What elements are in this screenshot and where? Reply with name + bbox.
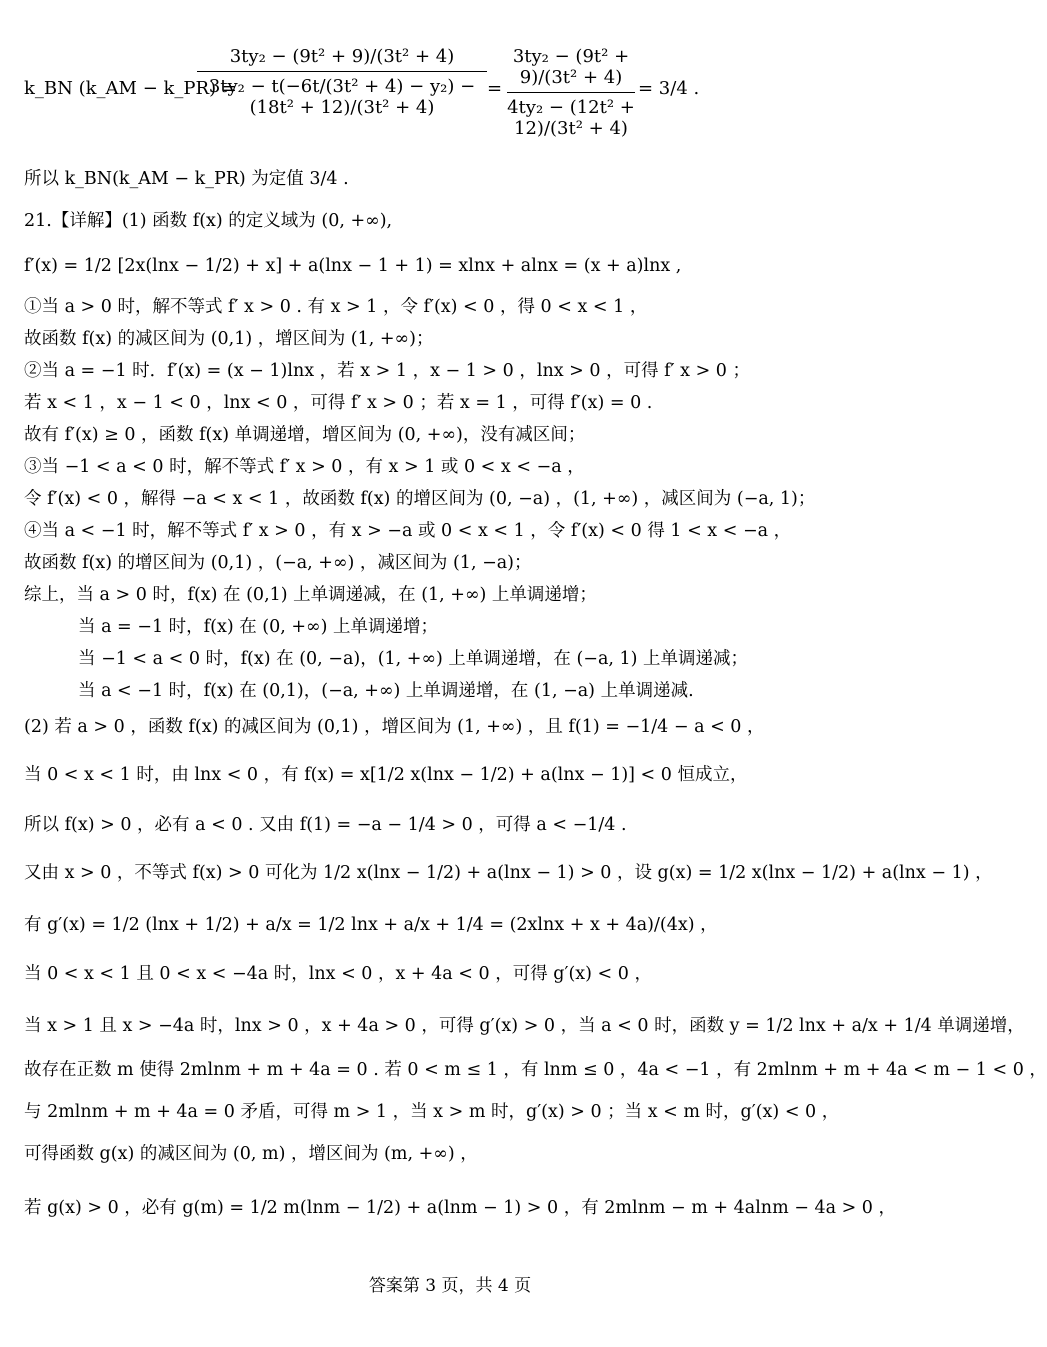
text-line: 与 2mlnm + m + 4a = 0 矛盾，可得 m > 1 ，当 x > m 时，g′(x) > 0 ；当 x < m 时，g′(x) < 0 ， (24, 1102, 840, 1122)
text-line: 所以 k_BN(k_AM − k_PR) 为定值 3/4 . (24, 169, 349, 189)
equals-sign: = (487, 78, 503, 99)
text-line: ①当 a > 0 时，解不等式 f′ x > 0 . 有 x > 1 ，令 f′(x) < 0 ，得 0 < x < 1 ， (24, 297, 648, 317)
main-fraction-denominator: 3ty₂ − t(−6t/(3t² + 4) − y₂) − (18t² + 12)/(3t² + 4) (208, 76, 476, 118)
text-line: 综上，当 a > 0 时，f(x) 在 (0,1) 上单调递减，在 (1, +∞) 上单调递增； (24, 585, 597, 605)
text-line: 故有 f′(x) ≥ 0 ，函数 f(x) 单调递增，增区间为 (0, +∞)，没有减区间； (24, 425, 586, 445)
equation-k-product (24, 40, 874, 150)
main-fraction-numerator: 3ty₂ − (9t² + 9)/(3t² + 4) (197, 46, 487, 72)
text-line: 当 x > 1 且 x > −4a 时，lnx > 0 ，x + 4a > 0 ，可得 g′(x) > 0 ，当 a < 0 时，函数 y = 1/2 lnx + a/x + 1/4 单调递增， (24, 1016, 1025, 1036)
text-line: 若 x < 1 ，x − 1 < 0 ，lnx < 0 ，可得 f′ x > 0 ；若 x = 1 ，可得 f′(x) = 0 . (24, 393, 653, 413)
text-line: 当 a < −1 时，f(x) 在 (0,1)，(−a, +∞) 上单调递增，在 (1, −a) 上单调递减. (78, 681, 694, 701)
text-line: ④当 a < −1 时，解不等式 f′ x > 0 ，有 x > −a 或 0 < x < 1 ，令 f′(x) < 0 得 1 < x < −a ， (24, 521, 792, 541)
text-line: 所以 f(x) > 0 ，必有 a < 0 . 又由 f(1) = −a − 1/4 > 0 ，可得 a < −1/4 . (24, 815, 627, 835)
second-fraction-numerator: 3ty₂ − (9t² + 9)/(3t² + 4) (507, 46, 635, 93)
text-line: ③当 −1 < a < 0 时，解不等式 f′ x > 0 ，有 x > 1 或 0 < x < −a ， (24, 457, 585, 477)
equation-lhs: k_BN (k_AM − k_PR) = (24, 78, 237, 99)
text-line: f′(x) = 1/2 [2x(lnx − 1/2) + x] + a(lnx − 1 + 1) = xlnx + alnx = (x + a)lnx , (24, 256, 682, 276)
text-line: 又由 x > 0 ，不等式 f(x) > 0 可化为 1/2 x(lnx − 1/2) + a(lnx − 1) > 0 ，设 g(x) = 1/2 x(lnx − 1/2) + a(lnx − 1) ， (24, 863, 993, 883)
equation-result: = 3/4 . (638, 78, 700, 99)
text-line: (2) 若 a > 0 ，函数 f(x) 的减区间为 (0,1) ，增区间为 (1, +∞) ，且 f(1) = −1/4 − a < 0 ， (24, 717, 765, 737)
text-line: 当 a = −1 时，f(x) 在 (0, +∞) 上单调递增； (78, 617, 438, 637)
page-footer: 答案第 3 页，共 4 页 (368, 1276, 532, 1296)
main-fraction (197, 46, 487, 118)
text-line: 当 0 < x < 1 时，由 lnx < 0 ，有 f(x) = x[1/2 x(lnx − 1/2) + a(lnx − 1)] < 0 恒成立， (24, 765, 748, 785)
text-line: 若 g(x) > 0 ，必有 g(m) = 1/2 m(lnm − 1/2) + a(lnm − 1) > 0 ，有 2mlnm − m + 4alnm − 4a > 0 ， (24, 1198, 897, 1218)
text-line: ②当 a = −1 时．f′(x) = (x − 1)lnx ，若 x > 1 ，x − 1 > 0 ，lnx > 0 ，可得 f′ x > 0 ； (24, 361, 751, 381)
text-line: 当 0 < x < 1 且 0 < x < −4a 时，lnx < 0 ，x + 4a < 0 ，可得 g′(x) < 0 ， (24, 964, 652, 984)
second-fraction-denominator: 4ty₂ − (12t² + 12)/(3t² + 4) (507, 97, 635, 139)
text-line: 有 g′(x) = 1/2 (lnx + 1/2) + a/x = 1/2 lnx + a/x + 1/4 = (2xlnx + x + 4a)/(4x) ， (24, 915, 718, 935)
text-line: 21.【详解】(1) 函数 f(x) 的定义域为 (0, +∞), (24, 211, 393, 231)
text-line: 故函数 f(x) 的减区间为 (0,1) ，增区间为 (1, +∞)； (24, 329, 434, 349)
text-line: 令 f′(x) < 0 ，解得 −a < x < 1 ，故函数 f(x) 的增区间为 (0, −a) ，(1, +∞) ，减区间为 (−a, 1)； (24, 489, 816, 509)
text-line: 故函数 f(x) 的增区间为 (0,1) ，(−a, +∞) ，减区间为 (1, −a)； (24, 553, 532, 573)
text-line: 当 −1 < a < 0 时，f(x) 在 (0, −a)，(1, +∞) 上单调递增，在 (−a, 1) 上单调递减； (78, 649, 749, 669)
text-line: 故存在正数 m 使得 2mlnm + m + 4a = 0 . 若 0 < m ≤ 1 ，有 lnm ≤ 0 ，4a < −1 ，有 2mlnm + m + 4a < m − 1 < 0 ， (24, 1060, 1047, 1080)
second-fraction (507, 46, 635, 139)
text-line: 可得函数 g(x) 的减区间为 (0, m) ，增区间为 (m, +∞) ， (24, 1144, 478, 1164)
